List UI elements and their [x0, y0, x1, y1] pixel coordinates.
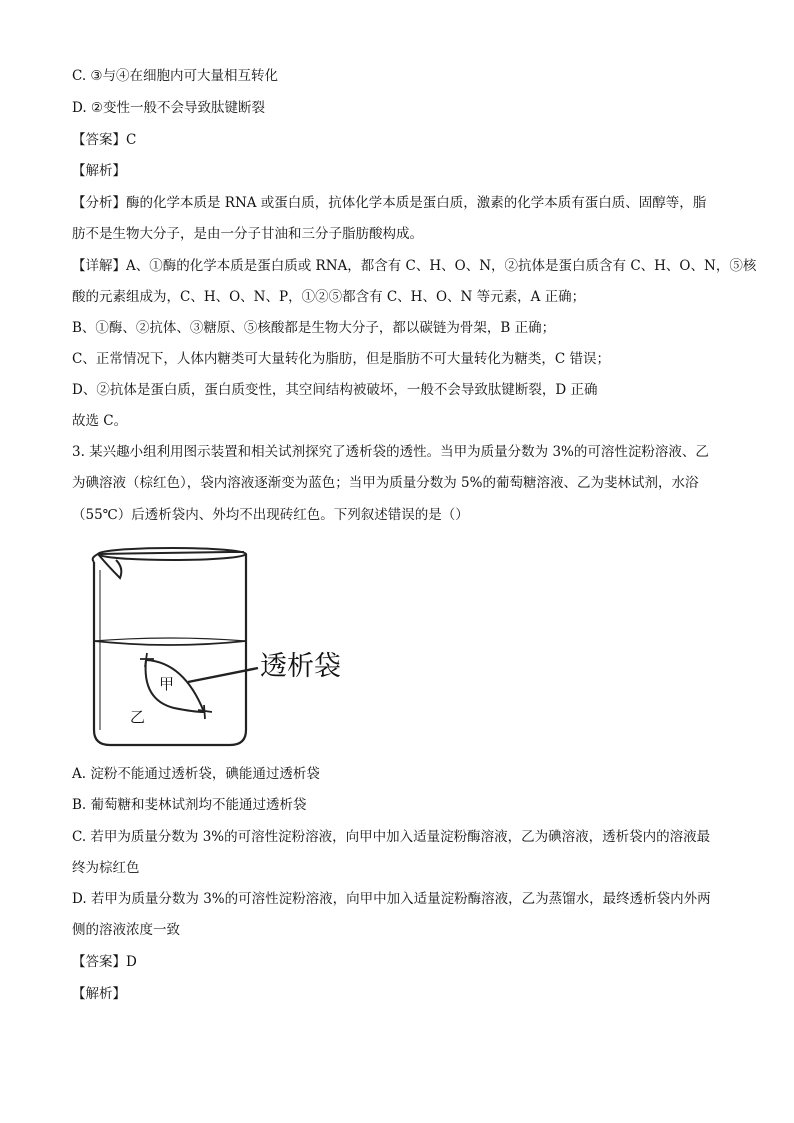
- detail-line-d: D、②抗体是蛋白质，蛋白质变性，其空间结构被破坏，一般不会导致肽键断裂，D 正确: [72, 382, 598, 398]
- conclusion-line: 故选 C。: [72, 413, 128, 429]
- question-3-line-2: 为碘溶液（棕红色），袋内溶液逐渐变为蓝色；当甲为质量分数为 5%的葡萄糖溶液、乙为斐林试剂，水浴: [72, 475, 699, 491]
- analysis-line-1: 【分析】酶的化学本质是 RNA 或蛋白质，抗体化学本质是蛋白质，激素的化学本质有蛋白质、固醇等，脂: [72, 195, 707, 211]
- analysis-heading: 【解析】: [72, 986, 126, 1002]
- option-d-prev: D. ②变性一般不会导致肽键断裂: [72, 100, 266, 116]
- beaker-diagram: [80, 540, 380, 755]
- analysis-heading-prev: 【解析】: [72, 163, 126, 179]
- analysis-line-2: 肪不是生物大分子，是由一分子甘油和三分子脂肪酸构成。: [72, 226, 423, 242]
- answer-prev: 【答案】C: [72, 132, 137, 148]
- inside-label: 甲: [159, 675, 175, 693]
- answer: 【答案】D: [72, 954, 137, 970]
- option-c-prev: C. ③与④在细胞内可大量相互转化: [72, 68, 279, 84]
- option-a: A. 淀粉不能通过透析袋，碘能通过透析袋: [72, 766, 320, 782]
- detail-line-2: 酸的元素组成为，C、H、O、N、P，①②⑤都含有 C、H、O、N 等元素，A 正确；: [72, 289, 586, 305]
- detail-line-c: C、正常情况下，人体内糖类可大量转化为脂肪，但是脂肪不可大量转化为糖类，C 错误；: [72, 351, 610, 367]
- question-3-line-1: 3. 某兴趣小组利用图示装置和相关试剂探究了透析袋的透性。当甲为质量分数为 3%的可溶性淀粉溶液、乙: [72, 444, 709, 460]
- option-c-line-2: 终为棕红色: [72, 860, 140, 876]
- detail-line-1: 【详解】A、①酶的化学本质是蛋白质或 RNA，都含有 C、H、O、N，②抗体是蛋白质含有 C、H、O、N，⑤核: [72, 258, 757, 274]
- option-d-line-2: 侧的溶液浓度一致: [72, 922, 180, 938]
- option-d-line-1: D. 若甲为质量分数为 3%的可溶性淀粉溶液，向甲中加入适量淀粉酶溶液，乙为蒸馏水，最终透析袋内外两: [72, 891, 711, 907]
- option-c-line-1: C. 若甲为质量分数为 3%的可溶性淀粉溶液，向甲中加入适量淀粉酶溶液，乙为碘溶液，透析袋内的溶液最: [72, 829, 711, 845]
- detail-line-b: B、①酶、②抗体、③糖原、⑤核酸都是生物大分子，都以碳链为骨架，B 正确；: [72, 320, 556, 336]
- outside-label: 乙: [130, 708, 146, 726]
- question-3-line-3: （55℃）后透析袋内、外均不出现砖红色。下列叙述错误的是（）: [72, 507, 469, 523]
- bag-label: 透析袋: [260, 651, 341, 682]
- option-b: B. 葡萄糖和斐林试剂均不能通过透析袋: [72, 797, 307, 813]
